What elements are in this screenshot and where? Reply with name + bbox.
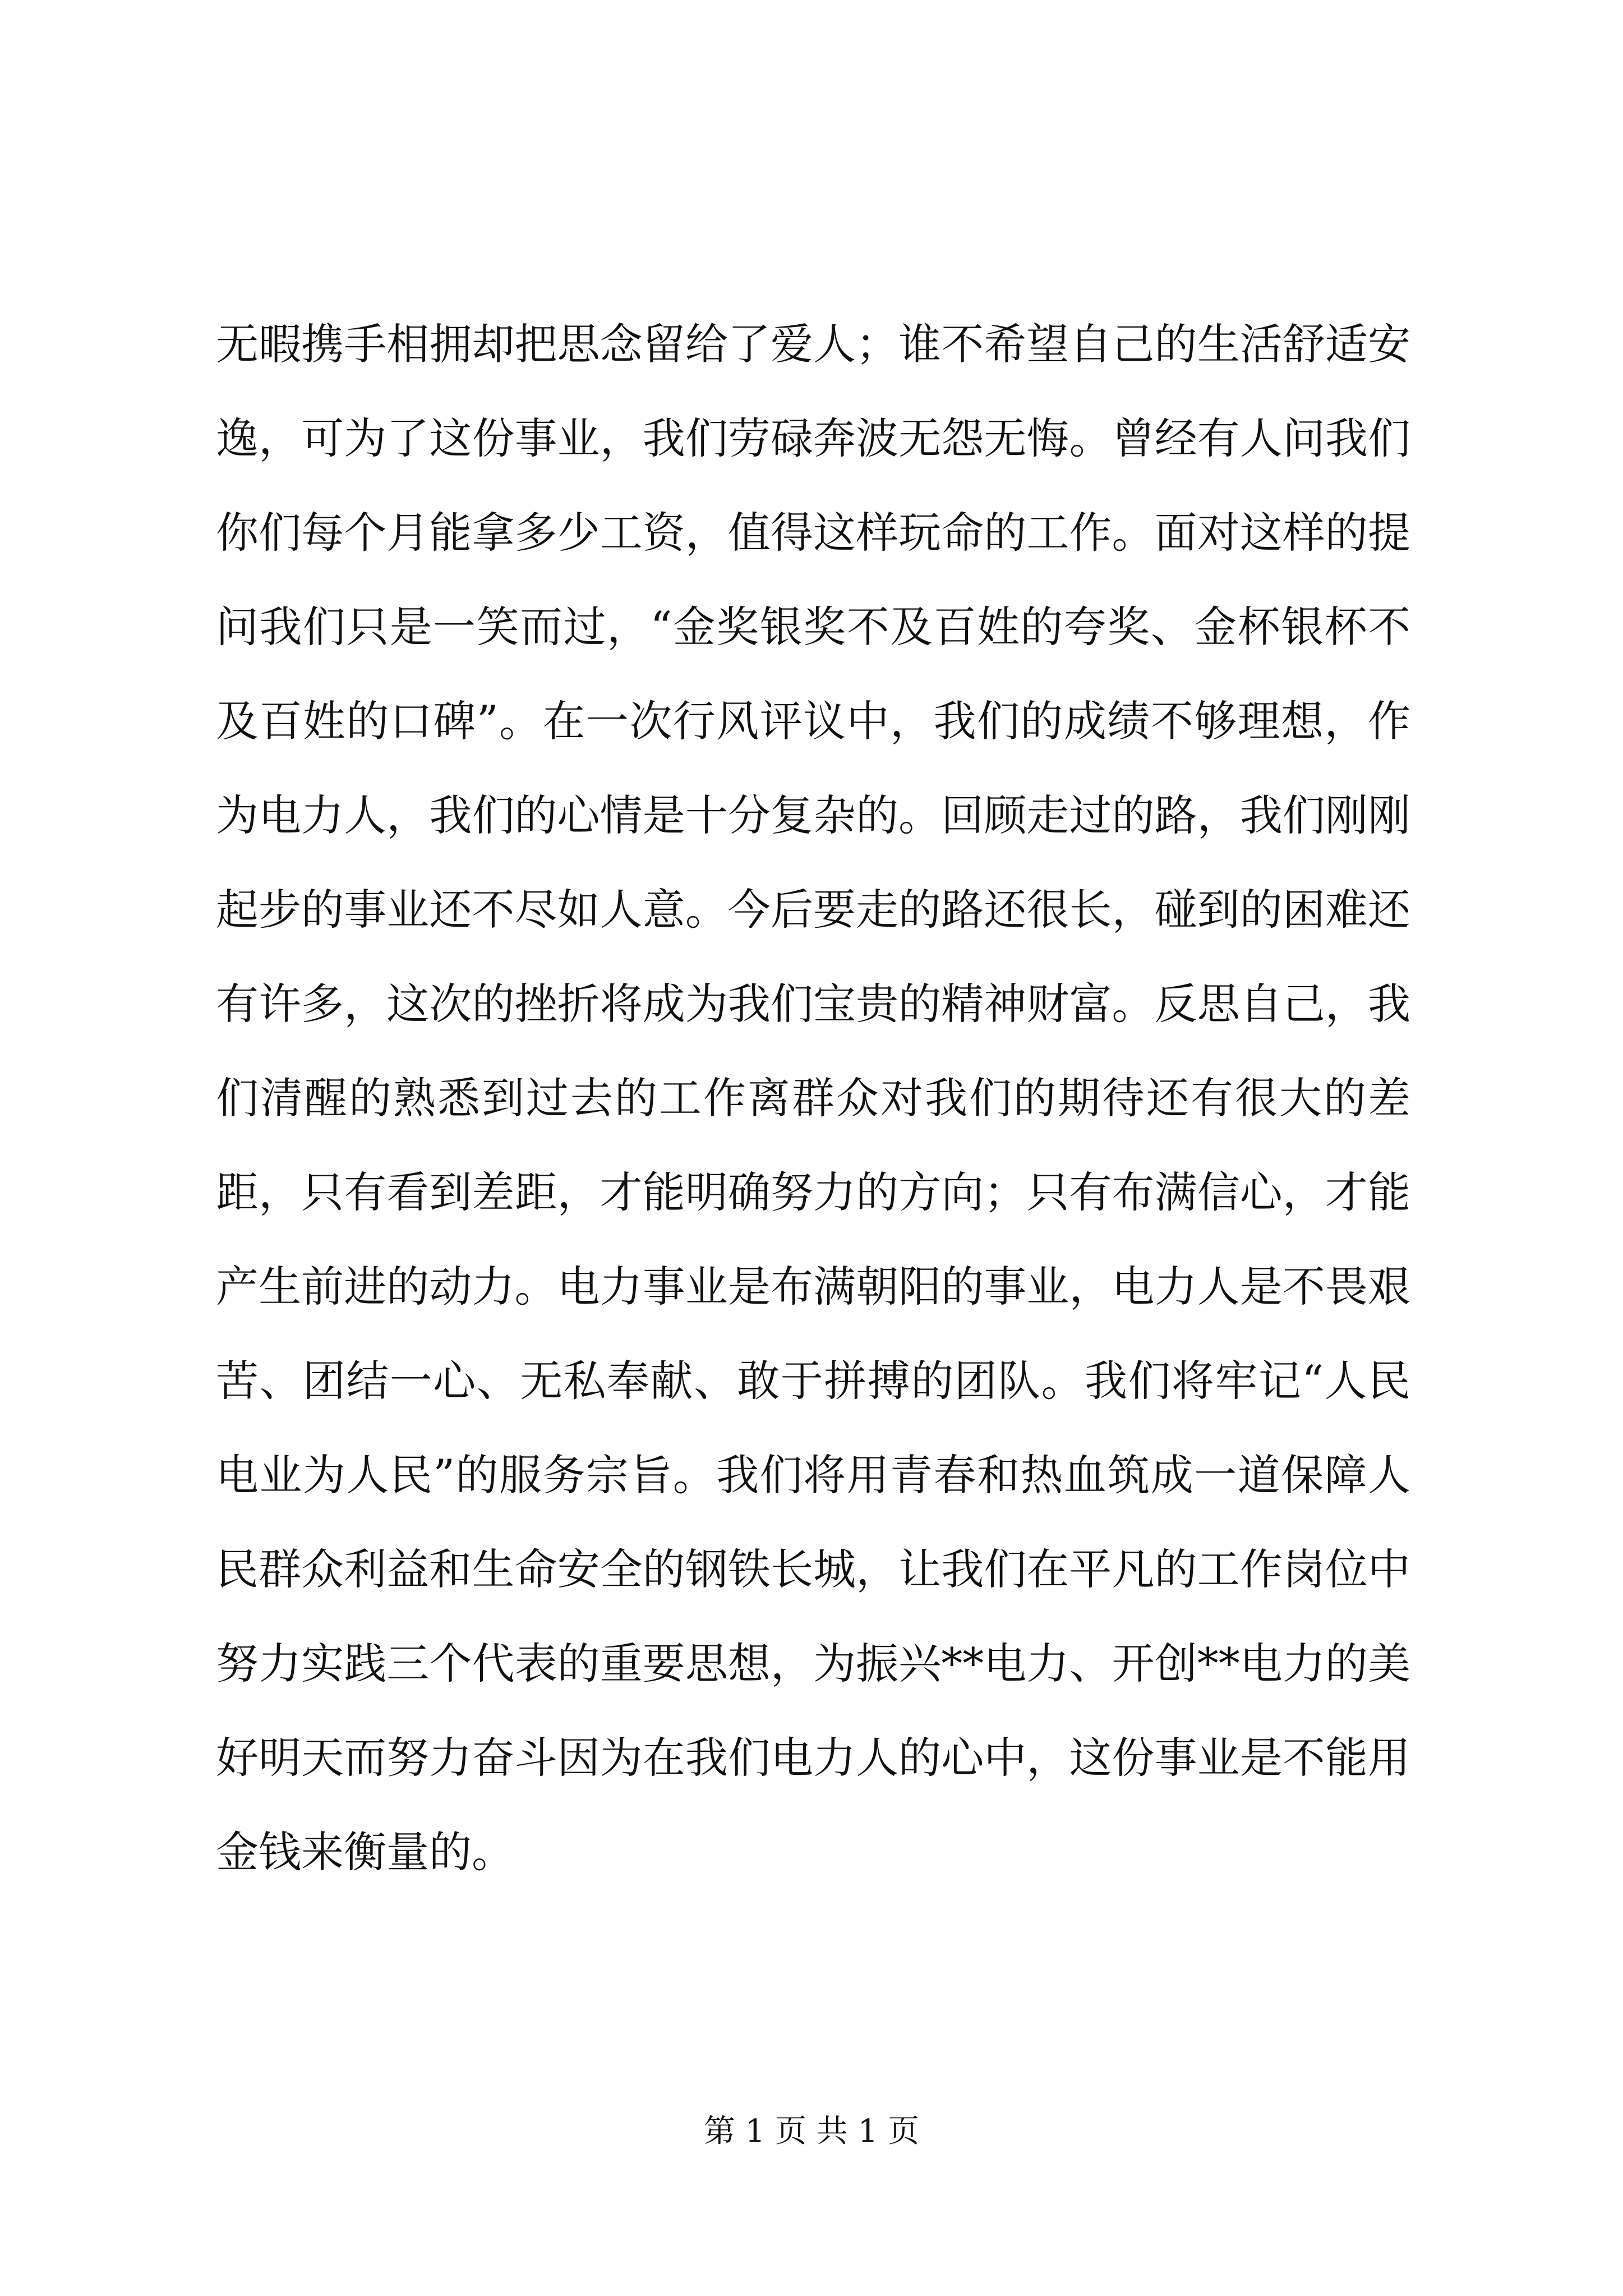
text-line: 努力实践三个代表的重要思想，为振兴**电力、开创**电力的美: [216, 1639, 1410, 1688]
body-text: [216, 297, 1410, 1899]
text-line: 问我们只是一笑而过，“金奖银奖不及百姓的夸奖、金杯银杯不: [216, 602, 1410, 652]
text-line: 好明天而努力奋斗因为在我们电力人的心中，这份事业是不能用: [216, 1733, 1410, 1783]
text-line: 电业为人民”的服务宗旨。我们将用青春和热血筑成一道保障人: [216, 1450, 1410, 1500]
text-line: 无暇携手相拥却把思念留给了爱人；谁不希望自己的生活舒适安: [216, 319, 1410, 369]
text-line: 有许多，这次的挫折将成为我们宝贵的精神财富。反思自己，我: [216, 979, 1410, 1029]
text-line: 你们每个月能拿多少工资，值得这样玩命的工作。面对这样的提: [216, 508, 1410, 558]
text-line: 及百姓的口碑”。在一次行风评议中，我们的成绩不够理想，作: [216, 696, 1410, 746]
text-line: 逸，可为了这份事业，我们劳碌奔波无怨无悔。曾经有人问我们: [216, 413, 1410, 463]
text-line: 民群众利益和生命安全的钢铁长城，让我们在平凡的工作岗位中: [216, 1544, 1410, 1594]
text-line-last: 金钱来衡量的。: [216, 1827, 514, 1877]
text-line: 距，只有看到差距，才能明确努力的方向；只有布满信心，才能: [216, 1167, 1410, 1217]
text-line: 们清醒的熟悉到过去的工作离群众对我们的期待还有很大的差: [216, 1073, 1410, 1123]
page-footer: [0, 2109, 1623, 2154]
text-line: 产生前进的动力。电力事业是布满朝阳的事业，电力人是不畏艰: [216, 1262, 1410, 1312]
text-line: 为电力人，我们的心情是十分复杂的。回顾走过的路，我们刚刚: [216, 790, 1410, 840]
page-number-label: 第 1 页 共 1 页: [703, 2113, 920, 2150]
text-line: 苦、团结一心、无私奉献、敢于拼搏的团队。我们将牢记“人民: [216, 1356, 1410, 1406]
text-line: 起步的事业还不尽如人意。今后要走的路还很长，碰到的困难还: [216, 885, 1410, 935]
